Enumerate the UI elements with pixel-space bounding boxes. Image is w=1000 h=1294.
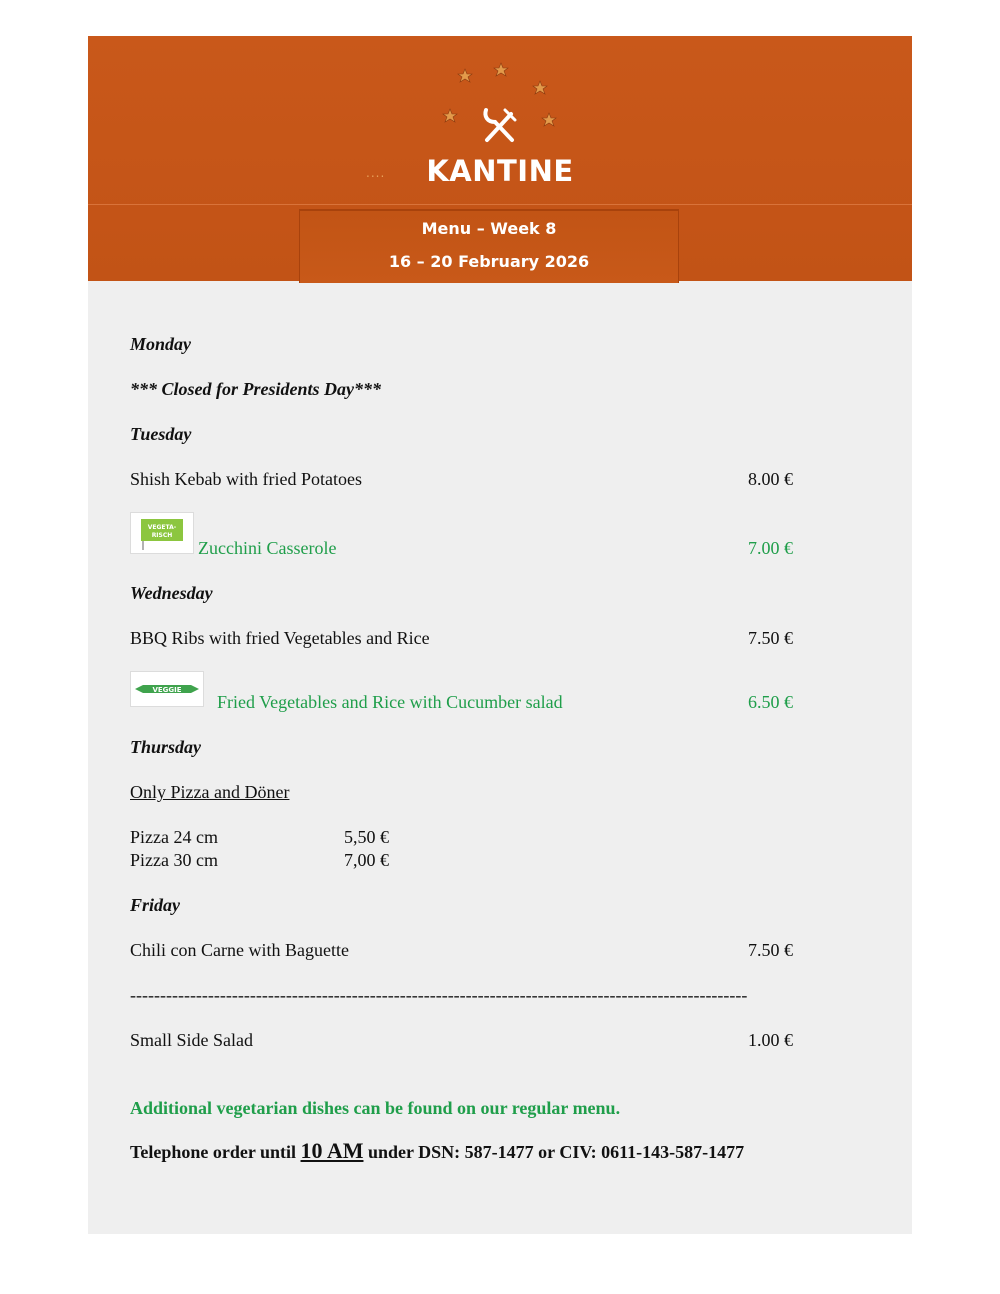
day-thursday: Thursday — [130, 737, 202, 757]
wednesday-dish-1-price: 7.50 € — [748, 628, 793, 648]
wednesday-dish-2: Fried Vegetables and Rice with Cucumber salad — [217, 692, 563, 712]
friday-dish-1: Chili con Carne with Baguette — [130, 940, 349, 960]
veggie-badge — [130, 671, 204, 707]
wednesday-dish-2-price: 6.50 € — [748, 692, 793, 712]
title-dots: .... — [366, 166, 386, 180]
badge-text-2: RISCH — [151, 532, 173, 539]
vegetarian-note: Additional vegetarian dishes can be found on our regular menu. — [130, 1098, 621, 1118]
veggie-badge-text: VEGGIE — [152, 686, 182, 694]
tuesday-dish-2-price: 7.00 € — [748, 538, 793, 558]
badge-text-1: VEGETA- — [147, 524, 177, 531]
pizza-item-1: Pizza 24 cm — [130, 827, 218, 847]
tel-suffix: under DSN: 587-1477 or CIV: 0611-143-587-1477 — [363, 1142, 745, 1162]
week-label: Menu – Week 8 — [421, 219, 557, 238]
side-salad-price: 1.00 € — [748, 1030, 793, 1050]
wednesday-dish-1: BBQ Ribs with fried Vegetables and Rice — [130, 628, 430, 648]
separator-line: ------------------------------------------------------------------------------------------------------- — [130, 985, 748, 1005]
page-title: KANTINE — [426, 154, 574, 188]
monday-note: *** Closed for Presidents Day*** — [130, 379, 381, 399]
friday-dish-1-price: 7.50 € — [748, 940, 793, 960]
veggie-leaf-icon — [131, 672, 203, 706]
vegetarian-flag-icon — [131, 513, 193, 553]
pizza-item-2-price: 7,00 € — [344, 850, 389, 870]
thursday-subtitle: Only Pizza and Döner — [130, 782, 290, 802]
day-friday: Friday — [130, 895, 181, 915]
date-range: 16 – 20 February 2026 — [388, 252, 590, 271]
tuesday-dish-1: Shish Kebab with fried Potatoes — [130, 469, 362, 489]
tel-prefix: Telephone order until — [130, 1142, 301, 1162]
day-wednesday: Wednesday — [130, 583, 213, 603]
vegetarian-badge — [130, 512, 194, 554]
side-salad: Small Side Salad — [130, 1030, 253, 1050]
pizza-item-1-price: 5,50 € — [344, 827, 389, 847]
pizza-item-2: Pizza 30 cm — [130, 850, 218, 870]
tuesday-dish-2: Zucchini Casserole — [198, 538, 337, 558]
day-tuesday: Tuesday — [130, 424, 192, 444]
tuesday-dish-1-price: 8.00 € — [748, 469, 793, 489]
tel-time: 10 AM — [300, 1138, 364, 1163]
telephone-order — [130, 1140, 744, 1163]
day-monday: Monday — [130, 334, 192, 354]
